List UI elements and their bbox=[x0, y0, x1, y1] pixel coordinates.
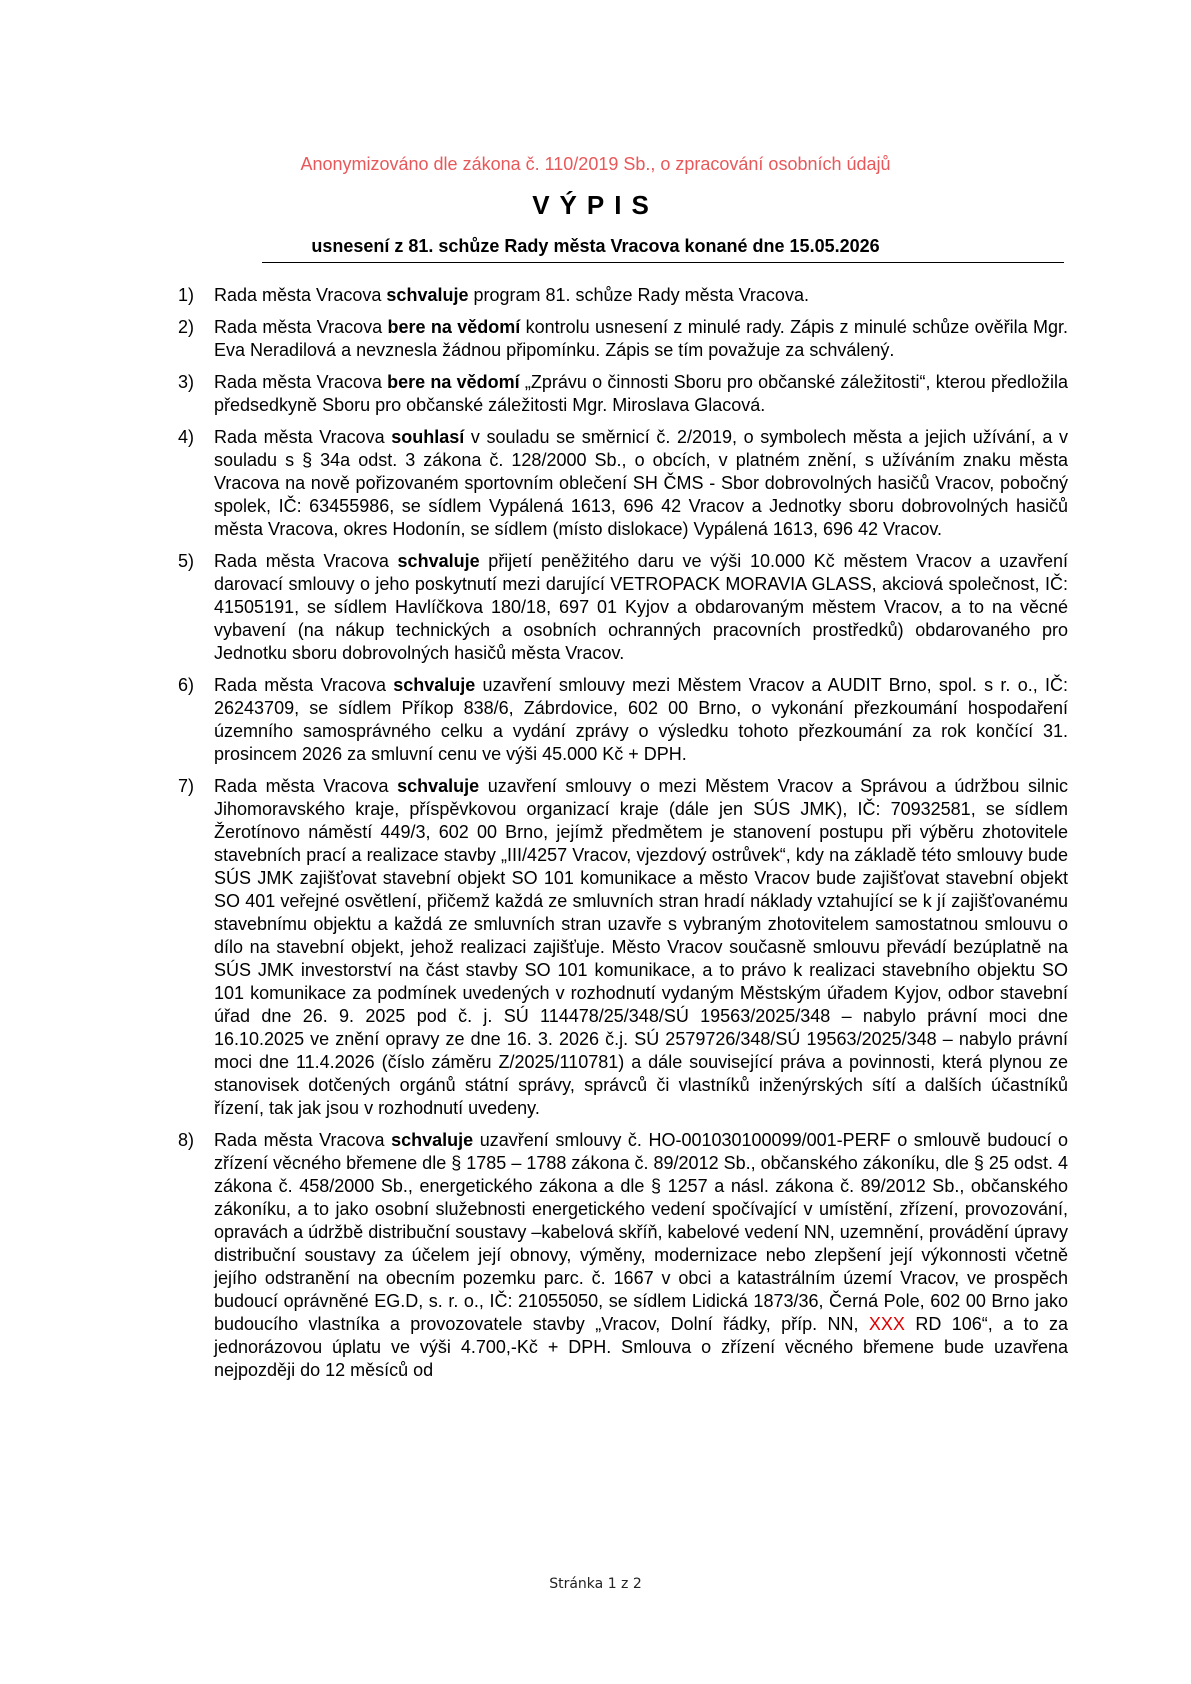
item-number: 6) bbox=[178, 675, 195, 695]
item-text: Rada města Vracova schvaluje uzavření smlouvy o mezi Městem Vracov a Správou a údržbou silnic Jihomoravského kraje, příspěvkovou organizací kraje (dále jen SÚS JMK), IČ: 70932581, se sídlem Žerotínovo náměstí 449/3, 602 00 Brno, jejímž předmětem je stanovení postupu při výběru zhotovitele stavebních prací a realizace stavby „III/4257 Vracov, vjezdový ostrůvek“, kdy na základě této smlouvy bude SÚS JMK zajišťovat stavební objekt SO 101 komunikace a město Vracov bude zajišťovat stavební objekt SO 401 veřejné osvětlení, přičemž každá ze smluvních stran hradí náklady vztahující se k jí zajišťovanému stavebnímu objektu a každá ze smluvních stran uzavře s vybraným zhotovitelem samostatnou smlouvu o dílo na stavební objekt, jehož realizaci zajišťuje. Město Vracov současně smlouvu převádí bezúplatně na SÚS JMK investorství na část stavby SO 101 komunikace, a to právo k realizaci stavebního objektu SO 101 komunikace za podmínek uvedených v rozhodnutí vydaným Městským úřadem Kyjov, odbor stavební úřad dne 26. 9. 2025 pod č. j. SÚ 114478/25/348/SÚ 19563/2025/348 – nabylo právní moci dne 16.10.2025 ve znění opravy ze dne 16. 3. 2026 č.j. SÚ 2579726/348/SÚ 19563/2025/348 – nabylo právní moci dne 11.4.2026 (číslo záměru Z/2025/110781) a dále související práva a povinnosti, která plynou ze stanovisek dotčených orgánů státní správy, správců či vlastníků inženýrských sítí a dalších účastníků řízení, tak jak jsou v rozhodnutí uvedeny. bbox=[214, 776, 1068, 1118]
resolution-verb: schvaluje bbox=[397, 551, 480, 571]
item-text: Rada města Vracova schvaluje přijetí peněžitého daru ve výši 10.000 Kč městem Vracov a uzavření darovací smlouvy o jeho poskytnutí mezi darující VETROPACK MORAVIA GLASS, akciová společnost, IČ: 41505191, se sídlem Havlíčkova 180/18, 697 01 Kyjov a obdarovaným městem Vracov, a to na věcné vybavení (na nákup technických a osobních ochranných pracovních prostředků) obdarovaného pro Jednotku sboru dobrovolných hasičů města Vracov. bbox=[214, 551, 1068, 663]
resolution-item-4 bbox=[178, 426, 1068, 541]
resolution-item-3 bbox=[178, 371, 1068, 417]
document-subtitle: usnesení z 81. schůze Rady města Vracova konané dne 15.05.2026 bbox=[311, 236, 880, 256]
resolution-verb: schvaluje bbox=[393, 675, 476, 695]
document-title: VÝPIS bbox=[532, 190, 659, 220]
item-number: 5) bbox=[178, 551, 195, 571]
resolution-item-1 bbox=[178, 284, 1068, 307]
page-number: Stránka 1 z 2 bbox=[549, 1576, 642, 1592]
item-number: 8) bbox=[178, 1130, 195, 1150]
item-text: Rada města Vracova bere na vědomí kontrolu usnesení z minulé rady. Zápis z minulé schůze ověřila Mgr. Eva Neradilová a nevznesla žádnou připomínku. Zápis se tím považuje za schválený. bbox=[214, 317, 1068, 360]
resolution-verb: schvaluje bbox=[391, 1130, 474, 1150]
item-number: 1) bbox=[178, 285, 195, 305]
resolution-item-7 bbox=[178, 775, 1068, 1120]
resolution-list bbox=[178, 284, 1068, 1391]
resolution-verb: bere na vědomí bbox=[387, 317, 521, 337]
resolution-item-6 bbox=[178, 674, 1068, 766]
resolution-verb: souhlasí bbox=[391, 427, 465, 447]
item-number: 3) bbox=[178, 372, 195, 392]
anonymization-note: Anonymizováno dle zákona č. 110/2019 Sb., o zpracování osobních údajů bbox=[300, 154, 891, 174]
item-number: 2) bbox=[178, 317, 195, 337]
header-divider bbox=[262, 262, 1064, 263]
resolution-verb: schvaluje bbox=[397, 776, 480, 796]
item-number: 4) bbox=[178, 427, 195, 447]
item-text: Rada města Vracova schvaluje program 81. schůze Rady města Vracova. bbox=[214, 285, 809, 305]
item-text: Rada města Vracova bere na vědomí „Zprávu o činnosti Sboru pro občanské záležitosti“, kterou předložila předsedkyně Sboru pro občanské záležitosti Mgr. Miroslava Glacová. bbox=[214, 372, 1068, 415]
resolution-item-5 bbox=[178, 550, 1068, 665]
item-text: Rada města Vracova schvaluje uzavření smlouvy č. HO-001030100099/001-PERF o smlouvě budoucí o zřízení věcného břemene dle § 1785 – 1788 zákona č. 89/2012 Sb., občanského zákoníku, dle § 25 odst. 4 zákona č. 458/2000 Sb., energetického zákona a dle § 1257 a násl. zákona č. 89/2012 Sb., občanského zákoníku, a to jako osobní služebnosti energetického vedení spočívající v umístění, zřízení, provozování, opravách a údržbě distribuční soustavy –kabelová skříň, kabelové vedení NN, uzemnění, provádění úpravy distribuční soustavy za účelem její obnovy, výměny, modernizace nebo zlepšení její výkonnosti včetně jejího odstranění na obecním pozemku parc. č. 1667 v obci a katastrálním území Vracov, ve prospěch budoucí oprávněné EG.D, s. r. o., IČ: 21055050, se sídlem Lidická 1873/36, Černá Pole, 602 00 Brno jako budoucího vlastníka a provozovatele stavby „Vracov, Dolní řádky, příp. NN, XXX RD 106“, a to za jednorázovou úplatu ve výši 4.700,-Kč + DPH. Smlouva o zřízení věcného břemene bude uzavřena nejpozději do 12 měsíců od bbox=[214, 1130, 1068, 1380]
resolution-item-8 bbox=[178, 1129, 1068, 1382]
item-number: 7) bbox=[178, 776, 195, 796]
resolution-item-2 bbox=[178, 316, 1068, 362]
redacted-text: XXX bbox=[868, 1314, 905, 1334]
resolution-verb: bere na vědomí bbox=[387, 372, 520, 392]
item-text: Rada města Vracova schvaluje uzavření smlouvy mezi Městem Vracov a AUDIT Brno, spol. s r. o., IČ: 26243709, se sídlem Příkop 838/6, Zábrdovice, 602 00 Brno, o vykonání přezkoumání hospodaření územního samosprávného celku a vydání zprávy o výsledku tohoto přezkoumání za rok končící 31. prosincem 2026 za smluvní cenu ve výši 45.000 Kč + DPH. bbox=[214, 675, 1068, 764]
resolution-verb: schvaluje bbox=[386, 285, 469, 305]
item-text: Rada města Vracova souhlasí v souladu se směrnicí č. 2/2019, o symbolech města a jejich užívání, a v souladu s § 34a odst. 3 zákona č. 128/2000 Sb., o obcích, v platném znění, s užíváním znaku města Vracova na nově pořizovaném sportovním oblečení SH ČMS - Sbor dobrovolných hasičů Vracov, pobočný spolek, IČ: 63455986, se sídlem Vypálená 1613, 696 42 Vracov a Jednotky sboru dobrovolných hasičů města Vracova, okres Hodonín, se sídlem (místo dislokace) Vypálená 1613, 696 42 Vracov. bbox=[214, 427, 1068, 539]
